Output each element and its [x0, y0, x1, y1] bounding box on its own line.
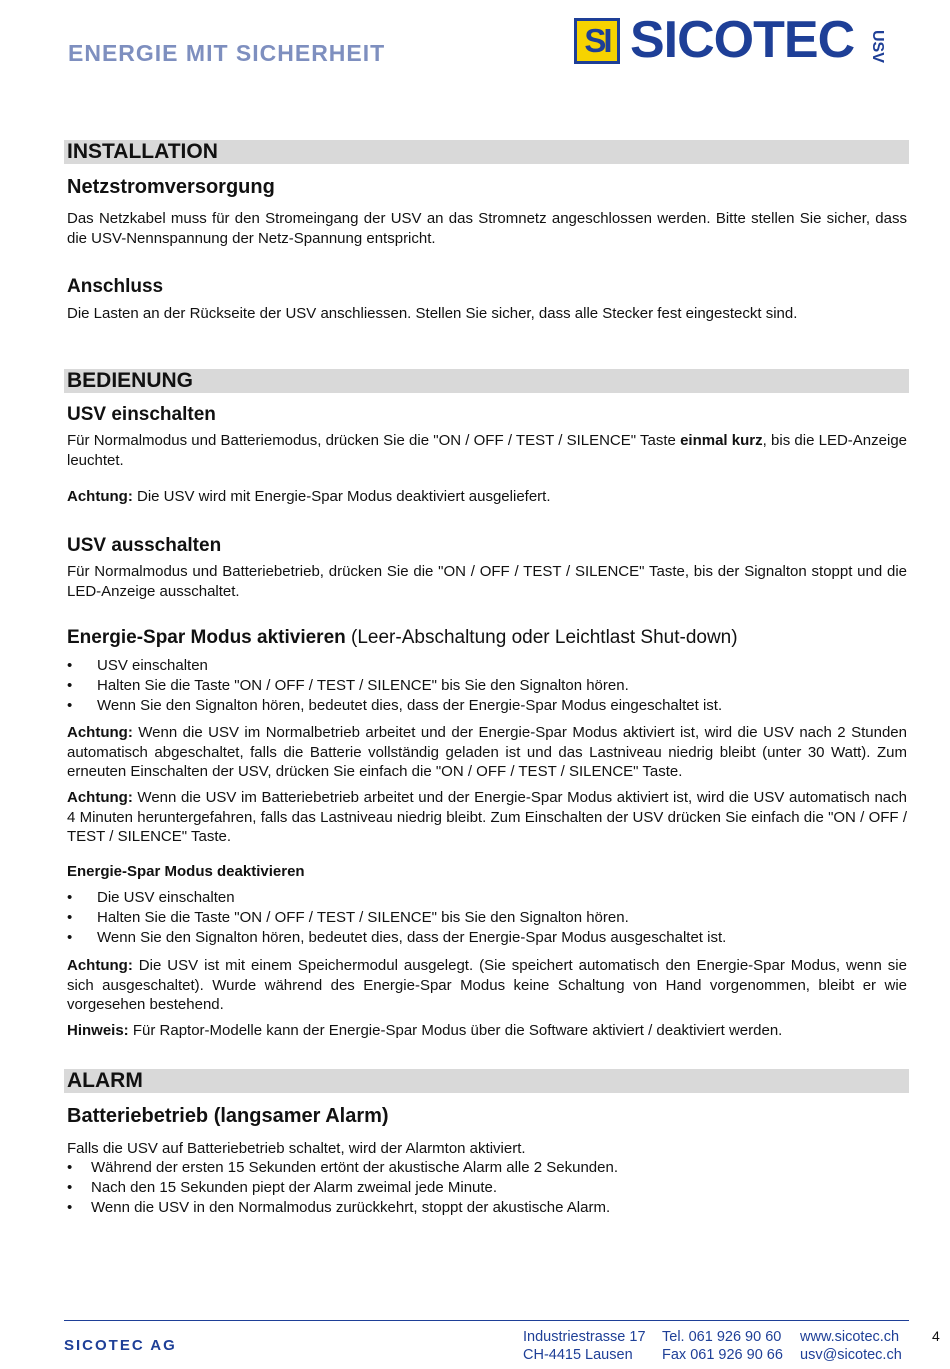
- footer-company: SICOTEC AG: [64, 1337, 177, 1354]
- footer-address: [523, 1328, 646, 1364]
- list-batteriebetrieb: [67, 1158, 907, 1218]
- list-item: • Die USV einschalten: [67, 888, 907, 908]
- section-alarm: ALARM: [64, 1069, 909, 1093]
- header-tagline: ENERGIE MIT SICHERHEIT: [68, 40, 386, 66]
- footer-phone: [662, 1328, 783, 1364]
- list-item: • Wenn die USV in den Normalmodus zurückkehrt, stoppt der akustische Alarm.: [67, 1198, 907, 1218]
- paragraph-batteriebetrieb: Falls die USV auf Batteriebetrieb schaltet, wird der Alarmton aktiviert.: [67, 1140, 526, 1157]
- note-energie-spar-normalbetrieb: Achtung: Wenn die USV im Normalbetrieb arbeitet und der Energie-Spar Modus aktiviert ist, wird die USV nach 2 Stunden automatisch abgeschaltet, falls die Batterie vollständig geladen ist und das Lastniveau niedrig bleibt (unter 30 Watt). Zum erneuten Einschalten der USV, drücken Sie einfach die "ON / OFF / TEST / SILENCE" Taste.: [67, 724, 907, 780]
- logo-mark: SI: [574, 18, 620, 64]
- page-number: 4: [932, 1328, 940, 1344]
- footer-tel: Tel. 061 926 90 60: [662, 1329, 782, 1345]
- heading-usv-einschalten: USV einschalten: [67, 404, 216, 425]
- logo-name: SICOTEC: [630, 11, 855, 69]
- footer-contact: [800, 1328, 902, 1364]
- heading-energie-spar-aktivieren: Energie-Spar Modus aktivieren (Leer-Abschaltung oder Leichtlast Shut-down): [67, 627, 738, 648]
- note-speichermodul: Achtung: Die USV ist mit einem Speichermodul ausgelegt. (Sie speichert automatisch den Energie-Spar Modus, wenn sie sich ausgeschaltet). Wurde während des Energie-Spar Modus keine Schaltung von Hand vorgenommen, bleibt er wie vorgesehen bestehend.: [67, 957, 907, 1013]
- list-energie-spar-deaktivieren: [67, 888, 907, 948]
- heading-netzstromversorgung: Netzstromversorgung: [67, 176, 275, 198]
- footer-divider: [64, 1320, 909, 1321]
- section-installation: INSTALLATION: [64, 140, 909, 164]
- list-item: • Während der ersten 15 Sekunden ertönt der akustische Alarm alle 2 Sekunden.: [67, 1158, 907, 1178]
- logo-sub: USV: [869, 30, 886, 63]
- paragraph-usv-ausschalten: Für Normalmodus und Batteriebetrieb, drücken Sie die "ON / OFF / TEST / SILENCE" Taste, bis der Signalton stoppt und die LED-Anzeige ausschaltet.: [67, 563, 907, 600]
- heading-anschluss: Anschluss: [67, 276, 164, 297]
- heading-usv-ausschalten: USV ausschalten: [67, 535, 222, 556]
- footer-city: CH-4415 Lausen: [523, 1347, 633, 1363]
- list-item: • Halten Sie die Taste "ON / OFF / TEST / SILENCE" bis Sie den Signalton hören.: [67, 676, 907, 696]
- heading-batteriebetrieb: Batteriebetrieb (langsamer Alarm): [67, 1105, 389, 1127]
- list-item: • Halten Sie die Taste "ON / OFF / TEST / SILENCE" bis Sie den Signalton hören.: [67, 908, 907, 928]
- footer-mail-link[interactable]: usv@sicotec.ch: [800, 1347, 902, 1363]
- list-energie-spar-aktivieren: [67, 656, 907, 716]
- heading-energie-spar-deaktivieren: Energie-Spar Modus deaktivieren: [67, 863, 305, 880]
- list-item: • Wenn Sie den Signalton hören, bedeutet dies, dass der Energie-Spar Modus ausgeschaltet ist.: [67, 928, 907, 948]
- paragraph-netzstromversorgung: Das Netzkabel muss für den Stromeingang der USV an das Stromnetz angeschlossen werden. Bitte stellen Sie sicher, dass die USV-Nennspannung der Netz-Spannung entspricht.: [67, 210, 907, 247]
- list-item: • Nach den 15 Sekunden piept der Alarm zweimal jede Minute.: [67, 1178, 907, 1198]
- list-item: • USV einschalten: [67, 656, 907, 676]
- note-energie-spar-batteriebetrieb: Achtung: Wenn die USV im Batteriebetrieb arbeitet und der Energie-Spar Modus aktiviert ist, wird die USV automatisch nach 4 Minuten heruntergefahren, falls das Lastniveau niedrig bleibt. Zum Einschalten der USV drücken Sie einfach die "ON / OFF / TEST / SILENCE" Taste.: [67, 789, 907, 845]
- list-item: • Wenn Sie den Signalton hören, bedeutet dies, dass der Energie-Spar Modus eingeschaltet ist.: [67, 696, 907, 716]
- paragraph-anschluss: Die Lasten an der Rückseite der USV anschliessen. Stellen Sie sicher, dass alle Stecker fest eingesteckt sind.: [67, 305, 798, 322]
- section-bedienung: BEDIENUNG: [64, 369, 909, 393]
- footer-web-link[interactable]: www.sicotec.ch: [800, 1329, 900, 1345]
- footer-fax: Fax 061 926 90 66: [662, 1347, 783, 1363]
- hint-raptor: Hinweis: Für Raptor-Modelle kann der Energie-Spar Modus über die Software aktiviert / deaktiviert werden.: [67, 1022, 783, 1039]
- footer-street: Industriestrasse 17: [523, 1329, 646, 1345]
- paragraph-usv-einschalten: Für Normalmodus und Batteriemodus, drücken Sie die "ON / OFF / TEST / SILENCE" Taste einmal kurz, bis die LED-Anzeige leuchtet.: [67, 432, 908, 469]
- note-usv-einschalten: Achtung: Die USV wird mit Energie-Spar Modus deaktiviert ausgeliefert.: [67, 488, 551, 505]
